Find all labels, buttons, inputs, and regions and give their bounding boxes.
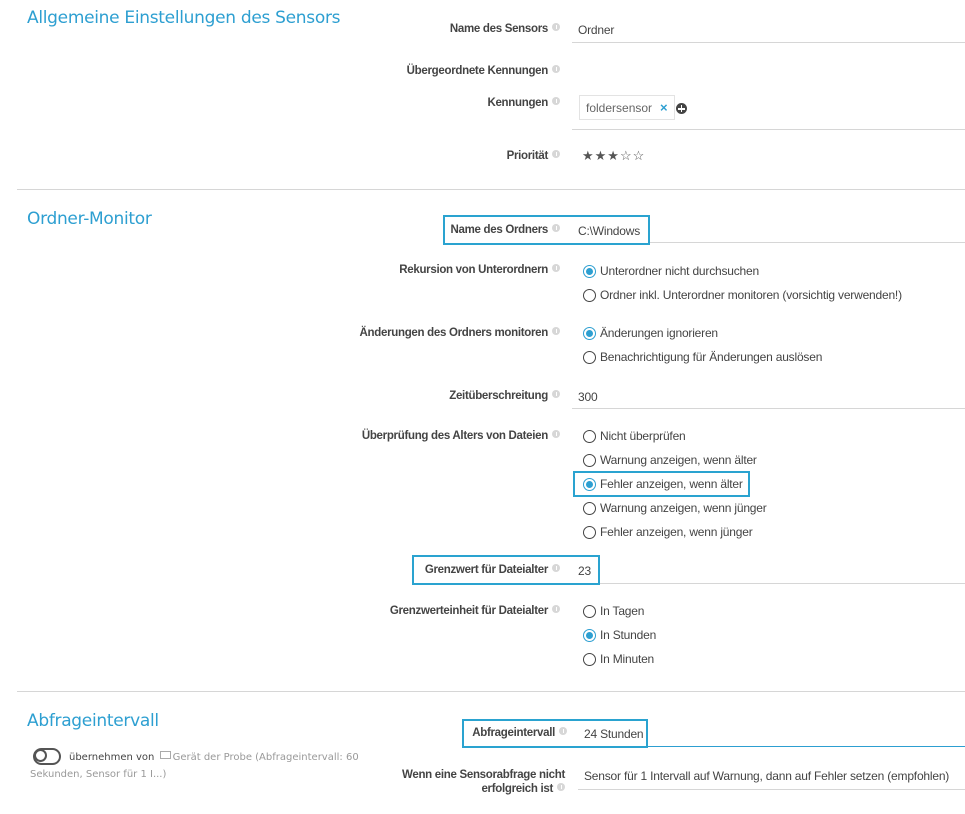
label-file-age-check: Überprüfung des Alters von Dateien <box>362 430 560 442</box>
file-age-limit-underline <box>600 583 965 584</box>
radio-icon[interactable] <box>583 430 596 443</box>
label-changes: Änderungen des Ordners monitoren <box>360 327 560 339</box>
on-failure-underline <box>578 789 965 790</box>
radio-changes-0[interactable]: Änderungen ignorieren <box>583 326 718 340</box>
info-icon[interactable] <box>552 65 560 73</box>
label-tags: Kennungen <box>487 97 560 109</box>
info-icon[interactable] <box>559 727 567 735</box>
label-parent-tags: Übergeordnete Kennungen <box>407 65 560 77</box>
info-icon[interactable] <box>552 327 560 335</box>
info-icon[interactable] <box>552 224 560 232</box>
folder-name-input[interactable]: C:\Windows <box>578 224 641 238</box>
info-icon[interactable] <box>552 264 560 272</box>
radio-icon[interactable] <box>583 605 596 618</box>
radio-checked-icon[interactable] <box>583 629 596 642</box>
radio-checked-icon[interactable] <box>583 478 596 491</box>
timeout-input[interactable]: 300 <box>578 390 598 404</box>
add-tag-icon[interactable] <box>676 103 687 114</box>
inherit-source-link[interactable]: Gerät der Probe (Abfrageintervall: 60 <box>172 752 359 763</box>
remove-tag-icon[interactable]: × <box>660 100 668 115</box>
tags-underline <box>572 129 965 130</box>
label-sensor-name: Name des Sensors <box>450 23 560 35</box>
section-divider <box>17 189 965 190</box>
label-on-failure: Wenn eine Sensorabfrage nicht erfolgreich ist <box>402 769 565 795</box>
radio-icon[interactable] <box>583 351 596 364</box>
radio-file-age-0[interactable]: Nicht überprüfen <box>583 429 686 443</box>
radio-file-age-3[interactable]: Warnung anzeigen, wenn jünger <box>583 501 767 515</box>
tag-foldersensor: foldersensor × <box>579 95 675 120</box>
sensor-name-underline <box>572 42 965 43</box>
label-folder-name: Name des Ordners <box>451 224 560 236</box>
label-interval: Abfrageintervall <box>472 727 567 739</box>
info-icon[interactable] <box>552 23 560 31</box>
radio-icon[interactable] <box>583 289 596 302</box>
info-icon[interactable] <box>552 605 560 613</box>
section-divider <box>17 691 965 692</box>
sensor-name-input[interactable]: Ordner <box>578 23 615 37</box>
radio-checked-icon[interactable] <box>583 265 596 278</box>
info-icon[interactable] <box>552 390 560 398</box>
radio-recursion-1[interactable]: Ordner inkl. Unterordner monitoren (vorsichtig verwenden!) <box>583 288 902 302</box>
radio-file-age-1[interactable]: Warnung anzeigen, wenn älter <box>583 453 757 467</box>
radio-unit-2[interactable]: In Minuten <box>583 652 654 666</box>
info-icon[interactable] <box>552 430 560 438</box>
radio-icon[interactable] <box>583 454 596 467</box>
label-priority: Priorität <box>507 150 560 162</box>
interval-underline <box>648 746 965 747</box>
file-age-limit-input[interactable]: 23 <box>578 564 591 578</box>
radio-unit-0[interactable]: In Tagen <box>583 604 644 618</box>
label-file-age-limit: Grenzwert für Dateialter <box>425 564 560 576</box>
info-icon[interactable] <box>552 97 560 105</box>
interval-select[interactable]: 24 Stunden <box>584 727 644 741</box>
section-title-scanning-interval: Abfrageintervall <box>27 711 159 731</box>
inherit-toggle[interactable] <box>33 748 61 765</box>
radio-icon[interactable] <box>583 526 596 539</box>
radio-file-age-4[interactable]: Fehler anzeigen, wenn jünger <box>583 525 753 539</box>
section-title-folder-monitor: Ordner-Monitor <box>27 209 152 229</box>
radio-unit-1[interactable]: In Stunden <box>583 628 656 642</box>
label-file-age-unit: Grenzwerteinheit für Dateialter <box>390 605 560 617</box>
section-title-general: Allgemeine Einstellungen des Sensors <box>27 8 341 28</box>
priority-stars[interactable]: ★★★☆☆ <box>582 148 646 163</box>
radio-icon[interactable] <box>583 653 596 666</box>
radio-file-age-2[interactable]: Fehler anzeigen, wenn älter <box>583 477 743 491</box>
folder-name-underline <box>650 242 965 243</box>
info-icon[interactable] <box>552 150 560 158</box>
on-failure-select[interactable]: Sensor für 1 Intervall auf Warnung, dann auf Fehler setzen (empfohlen) <box>584 769 950 783</box>
radio-checked-icon[interactable] <box>583 327 596 340</box>
info-icon[interactable] <box>557 783 565 791</box>
radio-changes-1[interactable]: Benachrichtigung für Änderungen auslösen <box>583 350 822 364</box>
label-timeout: Zeitüberschreitung <box>449 390 560 402</box>
timeout-underline <box>572 408 965 409</box>
inherit-text: übernehmen von Gerät der Probe (Abfrageintervall: 60 <box>69 752 359 763</box>
label-recursion: Rekursion von Unterordnern <box>399 264 560 276</box>
radio-icon[interactable] <box>583 502 596 515</box>
device-icon <box>160 751 171 759</box>
inherit-source-cont: Sekunden, Sensor für 1 I...) <box>30 769 167 780</box>
radio-recursion-0[interactable]: Unterordner nicht durchsuchen <box>583 264 759 278</box>
info-icon[interactable] <box>552 564 560 572</box>
